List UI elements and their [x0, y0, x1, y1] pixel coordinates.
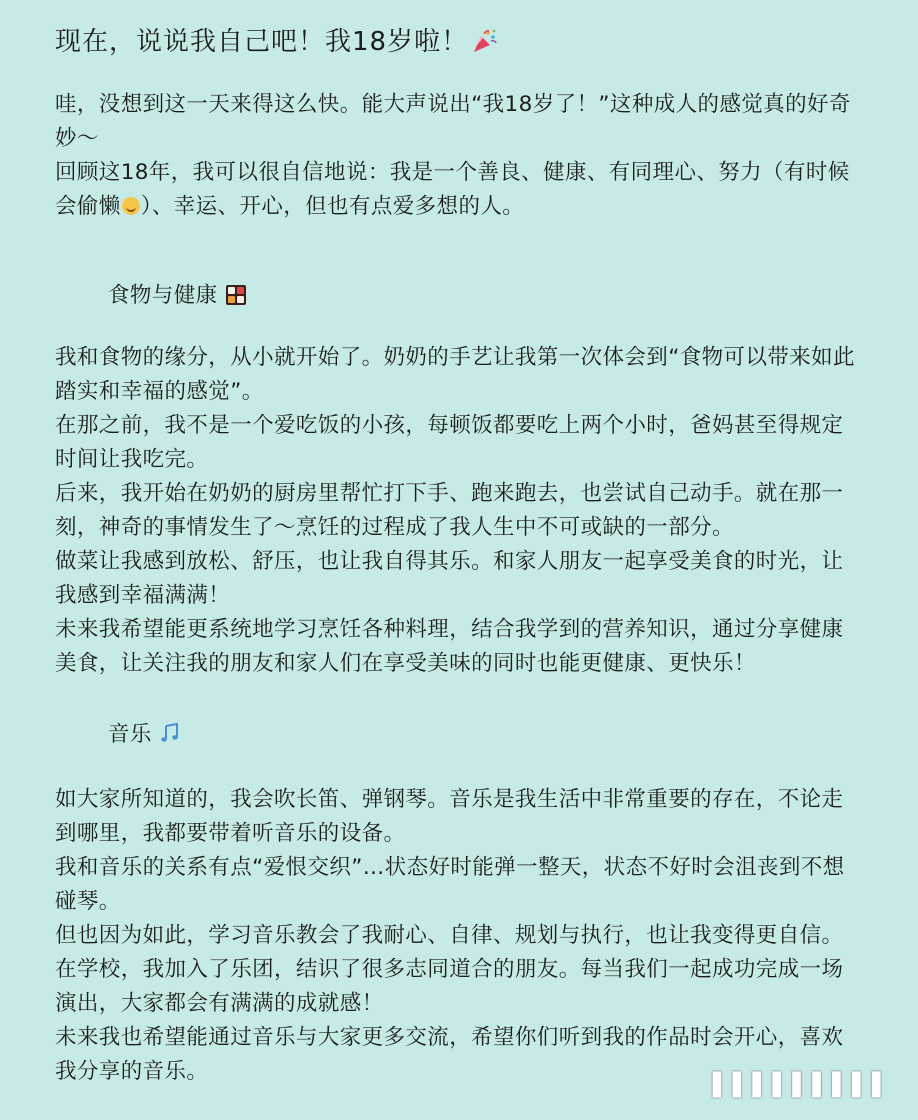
music-heading-text: 音乐 — [108, 722, 152, 747]
food-paragraph: 后来，我开始在奶奶的厨房里帮忙打下手、跑来跑去，也尝试自己动手。就在那一刻，神奇的事情发生了～烹饪的过程成了我人生中不可或缺的一部分。 — [55, 481, 844, 540]
music-paragraph: 但也因为如此，学习音乐教会了我耐心、自律、规划与执行，也让我变得更自信。 — [55, 923, 844, 948]
music-paragraph: 未来我也希望能通过音乐与大家更多交流，希望你们听到我的作品时会开心，喜欢我分享的音乐。 — [55, 1025, 844, 1084]
food-paragraph: 我和食物的缘分，从小就开始了。奶奶的手艺让我第一次体会到“食物可以带来如此踏实和幸福的感觉”。 — [55, 345, 855, 404]
intro-line-2-start: 回顾这18年，我可以很自信地说：我是一个善良、健康、有同理心、努力（有时候会偷懒 — [55, 160, 850, 219]
musical-notes-icon — [158, 721, 182, 745]
food-paragraph: 在那之前，我不是一个爱吃饭的小孩，每顿饭都要吃上两个小时，爸妈甚至得规定时间让我吃完。 — [55, 413, 844, 472]
food-paragraph: 做菜让我感到放松、舒压，也让我自得其乐。和家人朋友一起享受美食的时光，让我感到幸福满满！ — [55, 549, 844, 608]
food-heading-text: 食物与健康 — [108, 283, 218, 308]
party-popper-icon — [472, 28, 498, 54]
intro-section — [55, 88, 863, 224]
intro-line-1: 哇，没想到这一天来得这么快。能大声说出“我18岁了！”这种成人的感觉真的好奇妙～ — [55, 92, 851, 151]
music-paragraph: 在学校，我加入了乐团，结识了很多志同道合的朋友。每当我们一起成功完成一场演出，大家都会有满满的成就感！ — [55, 957, 844, 1016]
music-paragraph: 如大家所知道的，我会吹长笛、弹钢琴。音乐是我生活中非常重要的存在，不论走到哪里，我都要带着听音乐的设备。 — [55, 787, 844, 846]
food-section-body — [55, 341, 863, 681]
bento-box-icon — [226, 285, 246, 305]
grinning-sweat-face-icon — [122, 197, 140, 215]
page-title — [55, 22, 498, 62]
music-section-heading — [108, 718, 182, 752]
food-section-heading — [108, 279, 246, 313]
music-paragraph: 我和音乐的关系有点“爱恨交织”…状态好时能弹一整天，状态不好时会沮丧到不想碰琴。 — [55, 855, 845, 914]
intro-line-2-end: ）、幸运、开心，但也有点爱多想的人。 — [140, 194, 525, 219]
title-text: 现在，说说我自己吧！我18岁啦！ — [55, 27, 469, 57]
music-section-body — [55, 783, 863, 1089]
watermark: ▌▌▌▌▌▌▌▌▌ — [712, 1073, 892, 1098]
food-paragraph: 未来我希望能更系统地学习烹饪各种料理，结合我学到的营养知识，通过分享健康美食，让关注我的朋友和家人们在享受美味的同时也能更健康、更快乐！ — [55, 617, 844, 676]
intro-line-2 — [55, 156, 863, 224]
